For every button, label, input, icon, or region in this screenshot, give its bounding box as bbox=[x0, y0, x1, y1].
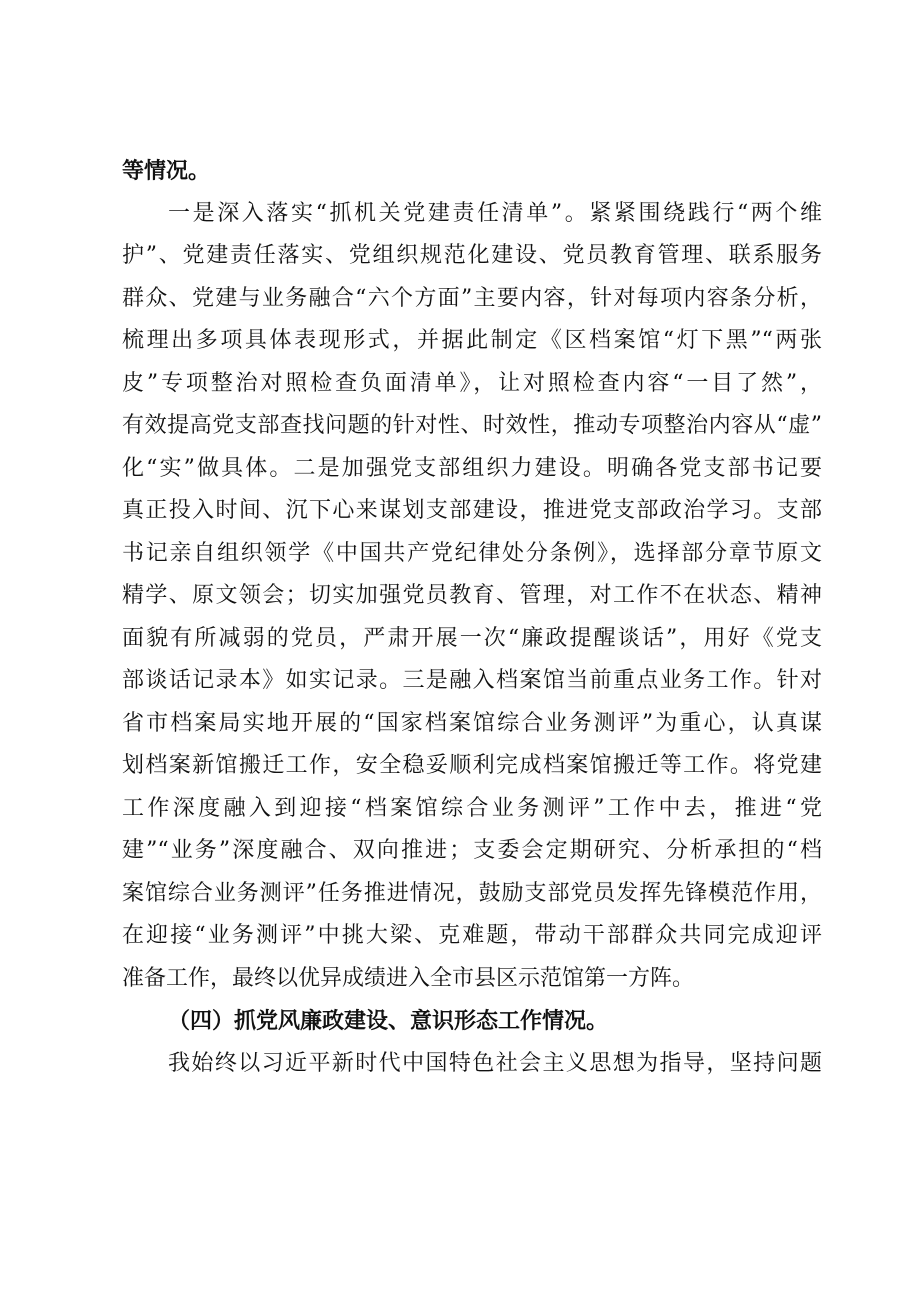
paragraph-line: 化“实”做具体。二是加强党支部组织力建设。明确各党支部书记要 bbox=[122, 455, 822, 481]
paragraph-line: 划档案新馆搬迁工作，安全稳妥顺利完成档案馆搬迁等工作。将党建 bbox=[122, 753, 822, 778]
paragraph-line: 省市档案局实地开展的“国家档案馆综合业务测评”为重心，认真谋 bbox=[122, 710, 822, 736]
paragraph-line: 书记亲自组织领学《中国共产党纪律处分条例》，选择部分章节原文 bbox=[122, 540, 822, 566]
paragraph-line: 有效提高党支部查找问题的针对性、时效性，推动专项整治内容从“虚” bbox=[122, 413, 822, 438]
paragraph-line: 一是深入落实“抓机关党建责任清单”。紧紧围绕践行“两个维 bbox=[168, 200, 822, 226]
paragraph-line: 准备工作，最终以优异成绩进入全市县区示范馆第一方阵。 bbox=[122, 965, 695, 991]
paragraph-continuation-line: 等情况。 bbox=[122, 158, 211, 184]
paragraph-line: 部谈话记录本》如实记录。三是融入档案馆当前重点业务工作。针对 bbox=[122, 668, 822, 693]
paragraph-line: 工作深度融入到迎接“档案馆综合业务测评”工作中去，推进“党 bbox=[122, 795, 822, 821]
paragraph-line: 建”“业务”深度融合、双向推进；支委会定期研究、分析承担的“档 bbox=[122, 838, 822, 863]
paragraph-line: 群众、党建与业务融合“六个方面”主要内容，针对每项内容条分析， bbox=[122, 285, 822, 311]
paragraph-line: 真正投入时间、沉下心来谋划支部建设，推进党支部政治学习。支部 bbox=[122, 498, 822, 523]
document-body bbox=[122, 150, 822, 1085]
paragraph-line: 面貌有所减弱的党员，严肃开展一次“廉政提醒谈话”，用好《党支 bbox=[122, 625, 822, 651]
paragraph-line: 案馆综合业务测评”任务推进情况，鼓励支部党员发挥先锋模范作用， bbox=[122, 880, 822, 906]
paragraph-line: 在迎接“业务测评”中挑大梁、克难题，带动干部群众共同完成迎评 bbox=[122, 923, 822, 948]
paragraph-line: 梳理出多项具体表现形式，并据此制定《区档案馆“灯下黑”“两张 bbox=[122, 328, 822, 353]
section-heading: （四）抓党风廉政建设、意识形态工作情况。 bbox=[168, 1008, 609, 1034]
paragraph-line: 皮”专项整治对照检查负面清单》，让对照检查内容“一目了然”， bbox=[122, 370, 822, 396]
paragraph-line: 我始终以习近平新时代中国特色社会主义思想为指导，坚持问题 bbox=[168, 1050, 822, 1076]
paragraph-line: 护”、党建责任落实、党组织规范化建设、党员教育管理、联系服务 bbox=[122, 243, 822, 268]
paragraph-line: 精学、原文领会；切实加强党员教育、管理，对工作不在状态、精神 bbox=[122, 583, 822, 608]
